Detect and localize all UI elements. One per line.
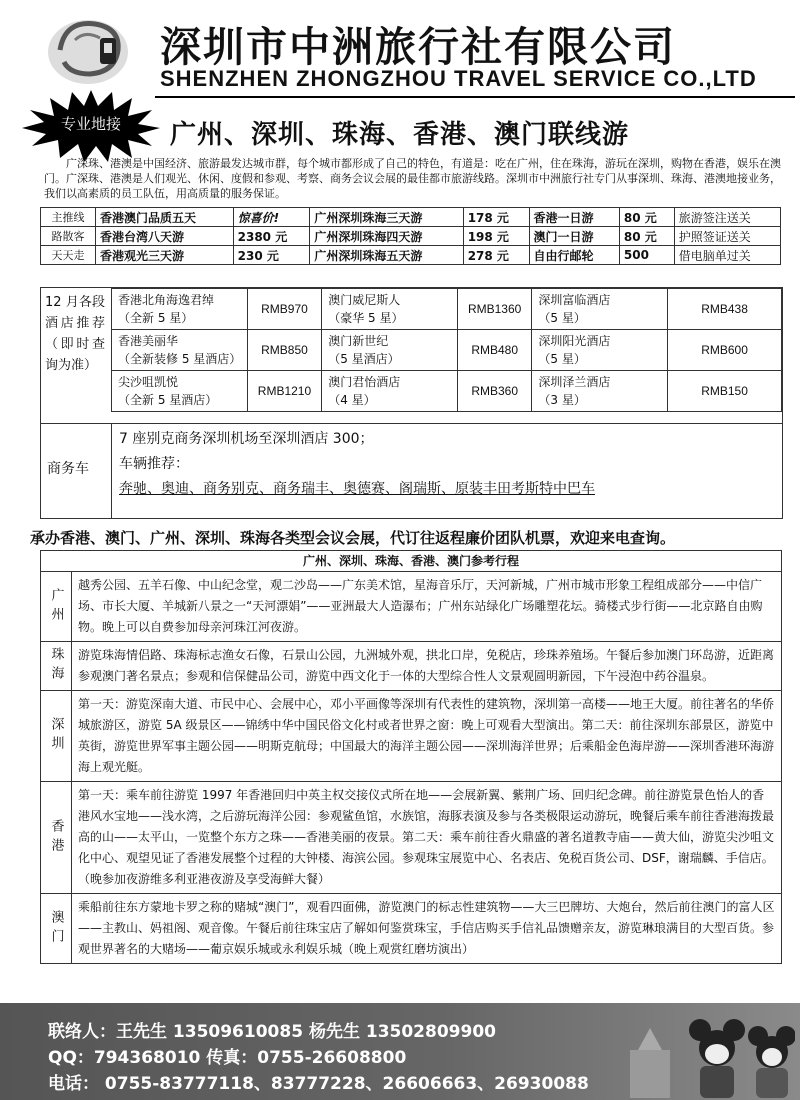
itinerary-title: 广州、深圳、珠海、香港、澳门参考行程 (41, 551, 781, 572)
car-transfer-price: 7 座别克商务深圳机场至深圳酒店 300； (119, 431, 374, 447)
route-name: 香港一日游 (529, 208, 619, 227)
hotel-star: （豪华 5 星） (328, 311, 404, 325)
route-price: 80 元 (619, 208, 674, 227)
hotel-price: RMB480 (457, 330, 531, 371)
hotel-section-label: 12 月各段酒店推荐（即时查询为准） (45, 295, 105, 373)
section-divider (41, 423, 782, 424)
hotel-price: RMB600 (668, 330, 782, 371)
hotel-star: （全新装修 5 星酒店） (118, 352, 242, 366)
route-note: 旅游签注送关 (674, 208, 780, 227)
hotel-cell (322, 330, 458, 371)
side-label: 天天走 (41, 246, 96, 265)
table-row (41, 572, 781, 642)
city-itinerary: 越秀公园、五羊石像、中山纪念堂，观二沙岛——广东美术馆，星海音乐厅，天河新城，广州市城市形象工程组成部分——中信广场、市长大厦、羊城新八景之一“天河漂娟”——亚洲最大人造瀑布；广州东站绿化广场雕塑花坛。骑楼式步行街——北京路自由购物。晚上可以自费参加母亲河珠江河夜游。 (78, 578, 763, 634)
car-models-text: 奔驰、奥迪、商务别克、商务瑞丰、奥德赛、阁瑞斯、原装丰田考斯特中巴车 (119, 481, 595, 497)
qq-fax: QQ：794368010 传真：0755-26608800 (48, 1048, 407, 1068)
route-banner: 广州、深圳、珠海、香港、澳门联线游 (170, 120, 630, 150)
hotel-cell (112, 330, 248, 371)
city-label: 深圳 (41, 691, 72, 781)
hotel-star: （5 星） (538, 311, 586, 325)
phone-numbers: 电话： 0755-83777118、83777228、26606663、26930088 (48, 1074, 589, 1094)
route-name: 澳门一日游 (529, 227, 619, 246)
route-price: 278 元 (463, 246, 529, 265)
column-divider (111, 423, 112, 518)
hotel-name: 澳门新世纪 (328, 334, 389, 348)
hotel-star: （全新 5 星） (118, 311, 194, 325)
hotel-star: （4 星） (328, 393, 376, 407)
hotel-price: RMB360 (457, 371, 531, 412)
contact-persons: 联络人：王先生 13509610085 杨先生 13502809900 (48, 1022, 496, 1042)
route-note: 借电脑单过关 (674, 246, 780, 265)
table-row (112, 371, 782, 412)
hotel-star: （3 星） (538, 393, 586, 407)
hotel-name: 尖沙咀凯悦 (118, 375, 179, 389)
hotel-star: （全新 5 星酒店） (118, 393, 218, 407)
table-row (41, 208, 781, 227)
city-label: 香港 (41, 782, 72, 893)
city-label: 澳门 (41, 894, 72, 963)
table-row (112, 289, 782, 330)
route-price: 80 元 (619, 227, 674, 246)
hotel-cell (322, 289, 458, 330)
car-section-label: 商务车 (47, 461, 89, 477)
route-name: 广州深圳珠海五天游 (310, 246, 463, 265)
city-itinerary: 游览珠海情侣路、珠海标志渔女石像，石景山公园，九洲城外观，拱北口岸，免税店，珍珠养殖场。午餐后参加澳门环岛游，近距离参观澳门著名景点；参观和信保健品公司，游览中西文化于一体的大型综合性人文景观圆明新园，下午浸泡中药谷温泉。 (78, 648, 775, 683)
route-price: 2380 元 (233, 227, 310, 246)
city-itinerary: 第一天：乘车前往游览 1997 年香港回归中英主权交接仪式所在地——会展新翼、紫荆广场、回归纪念碑。前往游览景色怡人的香港风水宝地——浅水湾，之后游玩海洋公园：参观鲨鱼馆，水族馆，海豚表演及参与各类极限运动游玩，晚餐后乘车前往香港海拨最高的山——太平山，一览整个东方之珠——香港美丽的夜景。第二天：乘车前往香火鼎盛的著名道教寺庙——黄大仙，游览尖沙咀文化中心、观望见证了香港发展整个过程的大钟楼、海滨公园。参观珠宝展览中心、名表店、免税百货公司、DSF，谢瑞麟、手信店。（晚参加夜游维多利亚港夜游及享受海鲜大餐） (78, 788, 775, 886)
table-row (41, 782, 781, 894)
route-name: 香港台湾八天游 (96, 227, 234, 246)
hotel-name: 深圳富临酒店 (538, 293, 611, 307)
car-recommend-label: 车辆推荐： (119, 456, 189, 472)
hotel-cell (532, 330, 668, 371)
hotel-name: 香港美丽华 (118, 334, 179, 348)
cartoon-mouse-illustration (630, 1010, 795, 1098)
route-name: 自由行邮轮 (529, 246, 619, 265)
route-name: 香港澳门品质五天 (96, 208, 234, 227)
badge-label: 专业地接 (60, 115, 121, 133)
route-name: 广州深圳珠海三天游 (310, 208, 463, 227)
hotel-cell (112, 371, 248, 412)
route-price: 500 (619, 246, 674, 265)
hotel-cell (112, 289, 248, 330)
city-label: 广州 (41, 572, 72, 641)
route-price: 230 元 (233, 246, 310, 265)
route-price: 198 元 (463, 227, 529, 246)
city-label: 珠海 (41, 642, 72, 690)
hotel-price: RMB438 (668, 289, 782, 330)
intro-paragraph: 广深珠、港澳是中国经济、旅游最发达城市群，每个城市都形成了自己的特色，有道是：吃在广州，住在珠海，游玩在深圳，购物在香港，娱乐在澳门。广深珠、港澳是人们观光、休闲、度假和参观、考察、商务会议会展的最佳都市旅游线路。深圳市中洲旅行社专门从事深圳、珠海、港澳地接业务，我们以高素质的员工队伍，用高质量的服务保证。 (44, 157, 781, 200)
hotel-name: 深圳泽兰酒店 (538, 375, 611, 389)
hotel-price: RMB1210 (247, 371, 321, 412)
hotel-table (111, 288, 782, 412)
route-note: 护照签证送关 (674, 227, 780, 246)
hotel-cell (532, 289, 668, 330)
route-name: 香港观光三天游 (96, 246, 234, 265)
table-row (41, 227, 781, 246)
table-row (41, 691, 781, 782)
table-row (112, 330, 782, 371)
route-price: 惊喜价! (233, 208, 310, 227)
hotel-name: 澳门君怡酒店 (328, 375, 401, 389)
itinerary-table (40, 550, 782, 964)
hotel-section (40, 287, 783, 519)
company-name-cn: 深圳市中洲旅行社有限公司 (160, 23, 676, 71)
city-itinerary: 乘船前往东方蒙地卡罗之称的赌城“澳门”，观看四面佛，游览澳门的标志性建筑物——大三巴牌坊、大炮台，然后前往澳门的富人区——主教山、妈祖阁、观音像。午餐后前往珠宝店了解如何鉴赏珠宝，手信店购买手信礼品馈赠亲友，游览琳琅满目的大型百货。参观世界著名的大赌场——葡京娱乐城或永利娱乐城（晚上观赏红磨坊演出） (78, 900, 775, 956)
hotel-star: （5 星） (538, 352, 586, 366)
city-itinerary: 第一天：游览深南大道、市民中心、会展中心，邓小平画像等深圳有代表性的建筑物，深圳第一高楼——地王大厦。前往著名的华侨城旅游区，游览 5A 级景区——锦绣中华中国民俗文化村或者世界之窗：晚上可观看大型演出。第二天：前往深圳东部景区，游览中英街，游览世界军事主题公园——明斯克航母；中国最大的海洋主题公园——深圳海洋世界；后乘船金色海岸游——深圳香港环海游海上观光艇。 (78, 697, 775, 774)
hotel-price: RMB1360 (457, 289, 531, 330)
hotel-name: 澳门威尼斯人 (328, 293, 401, 307)
route-name: 广州深圳珠海四天游 (310, 227, 463, 246)
hotel-cell (322, 371, 458, 412)
hotel-name: 深圳阳光酒店 (538, 334, 611, 348)
header-divider (155, 96, 795, 98)
side-label: 路散客 (41, 227, 96, 246)
table-row (41, 894, 781, 963)
table-row (41, 642, 781, 691)
company-logo (40, 10, 140, 88)
routes-table (40, 207, 781, 265)
route-price: 178 元 (463, 208, 529, 227)
service-statement: 承办香港、澳门、广州、深圳、珠海各类型会议会展，代订往返程廉价团队机票，欢迎来电查询。 (30, 529, 676, 547)
hotel-cell (532, 371, 668, 412)
hotel-price: RMB150 (668, 371, 782, 412)
side-label: 主推线 (41, 208, 96, 227)
company-name-en: SHENZHEN ZHONGZHOU TRAVEL SERVICE CO.,LTD (160, 66, 757, 91)
car-models (119, 478, 595, 498)
hotel-price: RMB850 (247, 330, 321, 371)
hotel-star: （5 星酒店） (328, 352, 400, 366)
table-row (41, 246, 781, 265)
hotel-price: RMB970 (247, 289, 321, 330)
hotel-name: 香港北角海逸君绰 (118, 293, 215, 307)
